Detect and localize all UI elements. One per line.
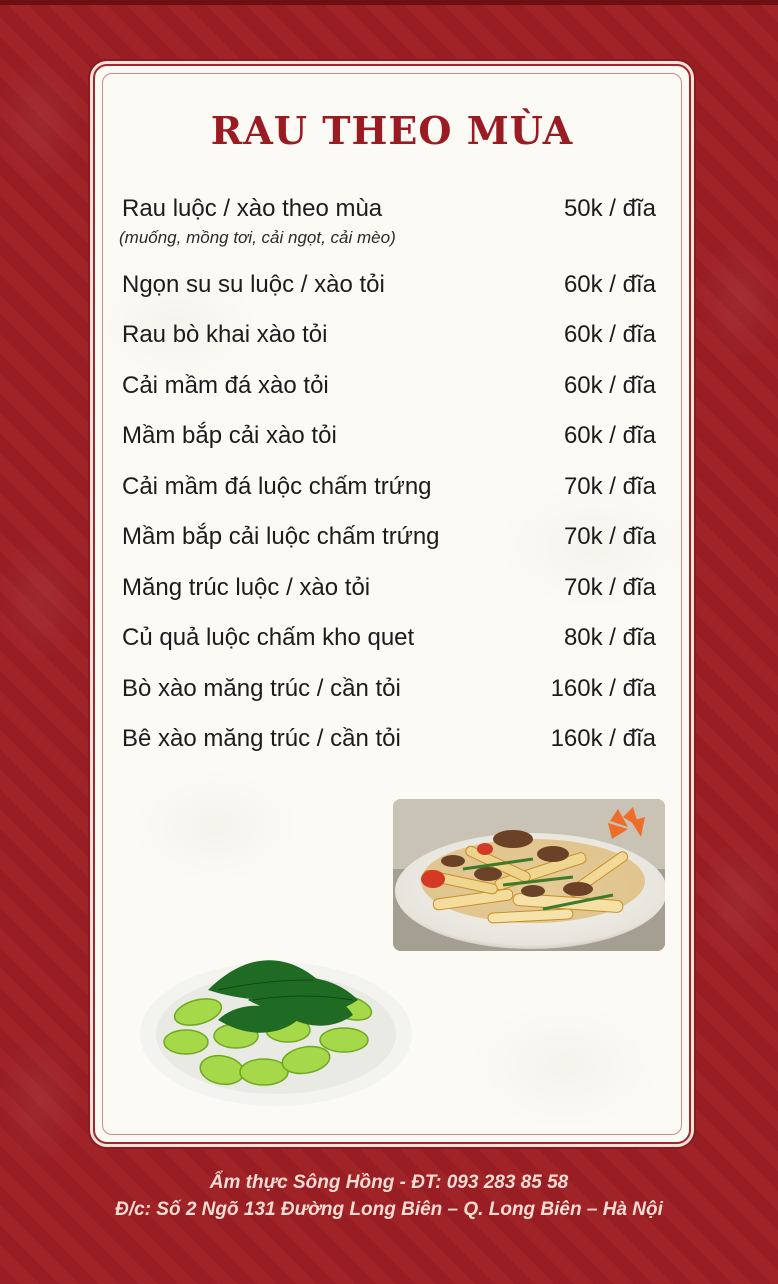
bok-choy-illustration	[138, 950, 414, 1110]
menu-item	[122, 417, 656, 457]
menu-item	[122, 518, 656, 558]
bamboo-dish-illustration	[393, 799, 665, 951]
item-name: Bê xào măng trúc / cần tỏi	[122, 725, 401, 752]
menu-item	[122, 468, 656, 508]
item-price: 70k / đĩa	[563, 473, 656, 500]
bok-choy-dish-photo	[138, 950, 414, 1110]
menu-item	[122, 670, 656, 710]
item-price: 160k / đĩa	[550, 725, 656, 752]
top-edge	[0, 0, 778, 5]
footer-address: Đ/c: Số 2 Ngõ 131 Đường Long Biên – Q. Long Biên – Hà Nội	[115, 1199, 663, 1220]
item-price: 60k / đĩa	[563, 271, 656, 298]
menu-item	[122, 569, 656, 609]
menu-item	[122, 619, 656, 659]
item-price: 50k / đĩa	[563, 195, 656, 222]
item-name: Mầm bắp cải luộc chấm trứng	[122, 523, 440, 550]
item-price: 80k / đĩa	[563, 624, 656, 651]
menu-item	[122, 367, 656, 407]
item-name: Măng trúc luộc / xào tỏi	[122, 574, 371, 601]
item-name: Mầm bắp cải xào tỏi	[122, 422, 337, 449]
item-name: Cải mầm đá luộc chấm trứng	[122, 473, 432, 500]
page-title: RAU THEO MÙA	[210, 108, 574, 153]
item-name: Bò xào măng trúc / cần tỏi	[122, 675, 401, 702]
item-price: 60k / đĩa	[563, 321, 656, 348]
item-name: Cải mầm đá xào tỏi	[122, 372, 329, 399]
item-name: Củ quả luộc chấm kho quet	[122, 624, 415, 651]
footer-contact: Ẩm thực Sông Hồng - ĐT: 093 283 85 58	[209, 1172, 569, 1193]
bamboo-dish-photo	[393, 799, 665, 951]
item-name: Rau bò khai xào tỏi	[122, 321, 328, 348]
item-price: 70k / đĩa	[563, 574, 656, 601]
menu-item	[122, 316, 656, 356]
item-name: Ngọn su su luộc / xào tỏi	[122, 271, 385, 298]
item-price: 160k / đĩa	[550, 675, 656, 702]
item-price: 70k / đĩa	[563, 523, 656, 550]
menu-item	[122, 720, 656, 760]
item-price: 60k / đĩa	[563, 422, 656, 449]
menu-item	[122, 266, 656, 306]
item-note: (muống, mồng tơi, cải ngọt, cải mèo)	[119, 228, 396, 247]
item-price: 60k / đĩa	[563, 372, 656, 399]
menu-item	[119, 190, 656, 247]
item-name: Rau luộc / xào theo mùa	[122, 195, 383, 222]
